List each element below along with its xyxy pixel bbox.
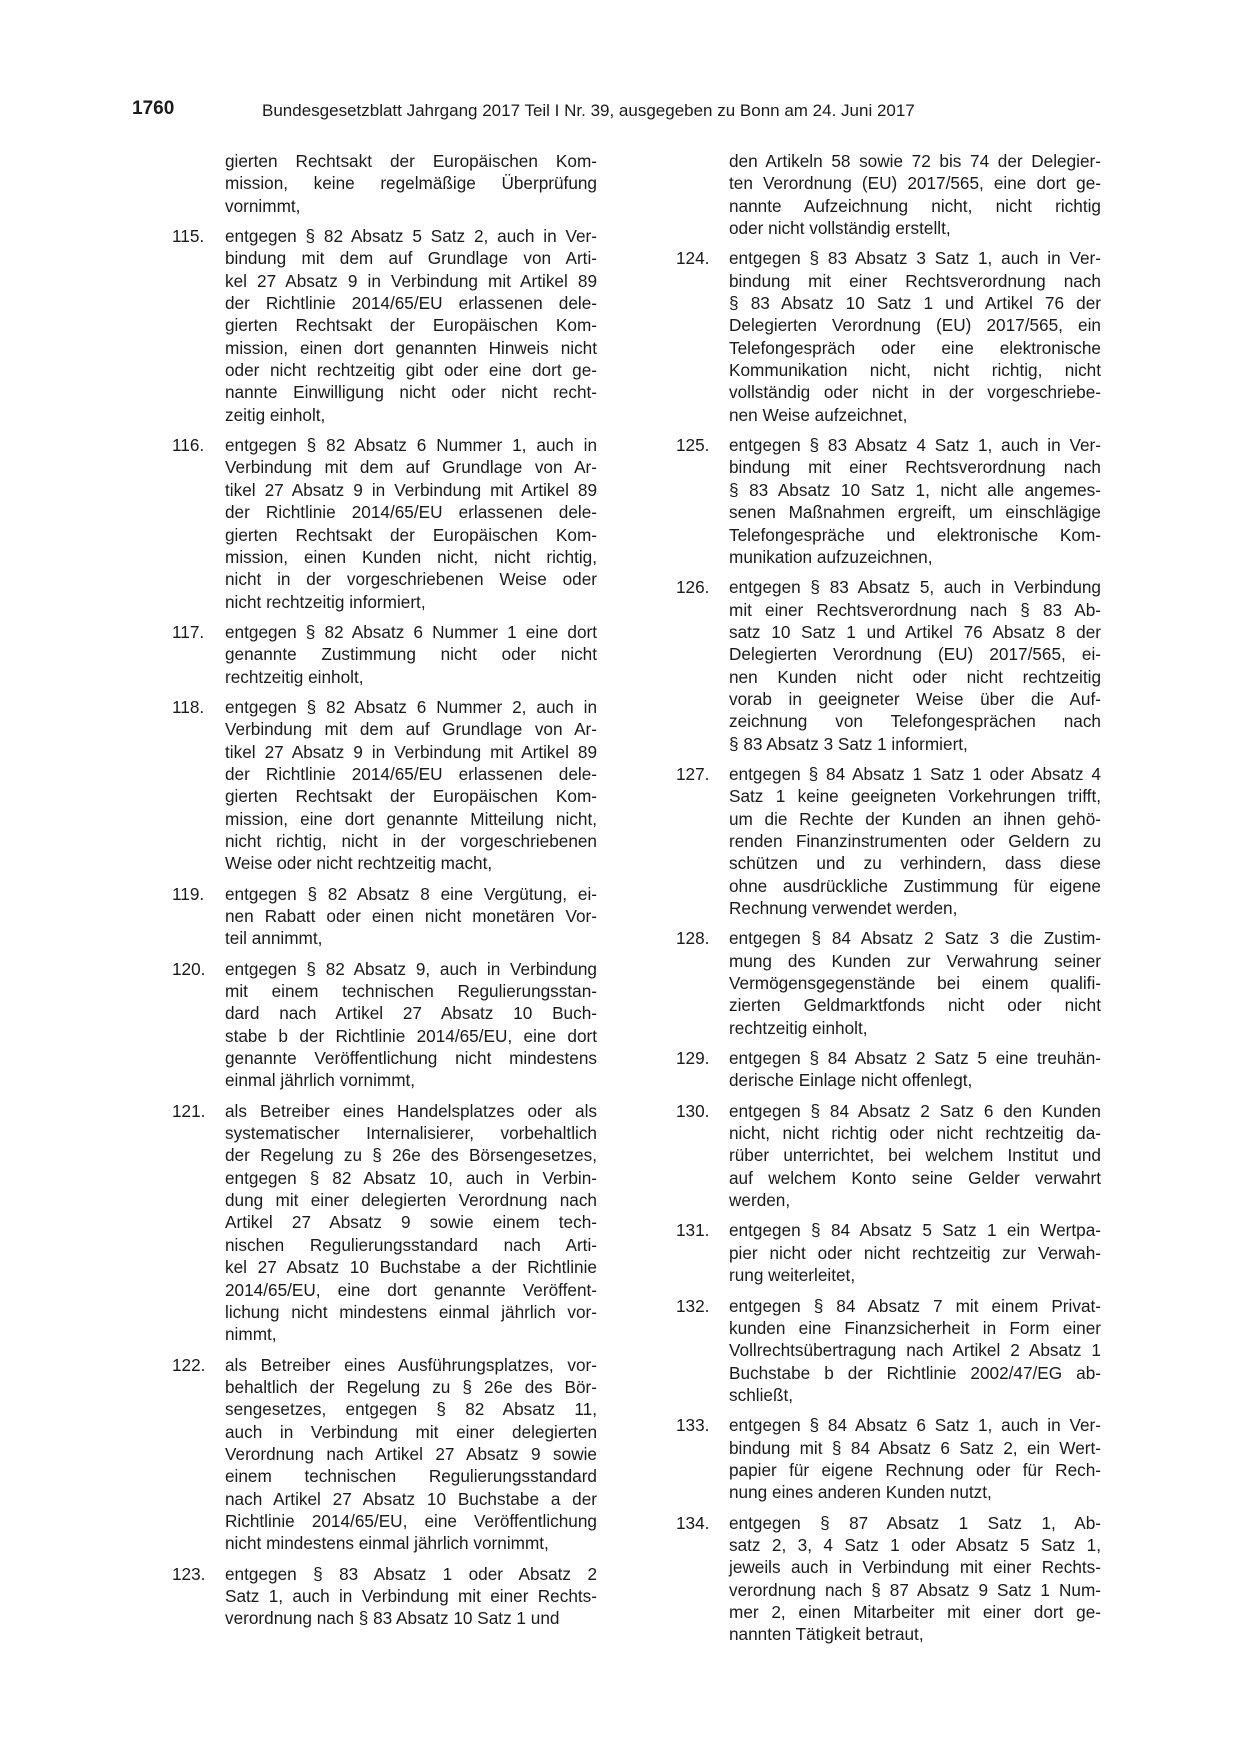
text-line: genannte Zustimmung nicht oder nicht — [225, 644, 597, 665]
item-text — [729, 1100, 1101, 1212]
item-number: 127. — [676, 763, 710, 784]
text-line: Rechnung verwendet werden, — [729, 898, 958, 918]
text-line: satz 10 Satz 1 und Artikel 76 Absatz 8 der — [729, 621, 1101, 642]
text-line: papier für eigene Rechnung oder für Rech- — [729, 1459, 1101, 1480]
left-column — [172, 150, 597, 1638]
text-line: satz 2, 3, 4 Satz 1 oder Absatz 5 Satz 1, — [729, 1534, 1101, 1555]
text-line: pier nicht oder nicht rechtzeitig zur Verwah- — [729, 1242, 1101, 1263]
list-item — [676, 247, 1101, 426]
item-text — [729, 1219, 1101, 1286]
list-item — [676, 576, 1101, 755]
text-line: entgegen § 82 Absatz 6 Nummer 1, auch in — [225, 435, 597, 456]
text-line: entgegen § 84 Absatz 5 Satz 1 ein Wertpa- — [729, 1220, 1101, 1241]
text-line: um die Rechte der Kunden an ihnen gehö- — [729, 808, 1101, 829]
text-line: vorab in geeigneter Weise über die Auf- — [729, 688, 1101, 709]
text-line: Buchstabe b der Richtlinie 2002/47/EG ab- — [729, 1362, 1101, 1383]
text-line: entgegen § 84 Absatz 2 Satz 5 eine treuhän- — [729, 1048, 1101, 1069]
text-line: entgegen § 84 Absatz 2 Satz 6 den Kunden — [729, 1100, 1101, 1121]
text-line: entgegen § 84 Absatz 7 mit einem Privat- — [729, 1295, 1101, 1316]
item-text — [729, 247, 1101, 426]
text-line: rung weiterleitet, — [729, 1265, 856, 1286]
item-number: 124. — [676, 248, 710, 269]
item-text — [729, 763, 1101, 919]
item-number: 133. — [676, 1415, 710, 1436]
text-line: oder nicht vollständig erstellt, — [729, 218, 951, 239]
text-line: mission, eine dort genannte Mitteilung nicht, — [225, 808, 597, 829]
text-line: schließt, — [729, 1384, 793, 1405]
text-line: mission, keine regelmäßige Überprüfung — [225, 173, 597, 194]
text-line: renden Finanzinstrumenten oder Geldern zu — [729, 830, 1101, 851]
text-line: nicht in der vorgeschriebenen Weise oder — [225, 569, 597, 590]
text-line: mit einem technischen Regulierungsstan- — [225, 981, 597, 1002]
text-line: vollständig oder nicht in der vorgeschriebe- — [729, 382, 1101, 403]
text-line: munikation aufzuzeichnen, — [729, 546, 933, 567]
text-line: entgegen § 82 Absatz 8 eine Vergütung, ei- — [225, 883, 597, 904]
item-number: 131. — [676, 1220, 710, 1241]
list-item — [676, 434, 1101, 568]
text-line: § 83 Absatz 10 Satz 1, nicht alle angemes- — [729, 479, 1101, 500]
text-line: teil annimmt, — [225, 928, 323, 949]
text-line: mission, einen Kunden nicht, nicht richtig, — [225, 546, 597, 567]
text-line: Kommunikation nicht, nicht richtig, nicht — [729, 360, 1101, 381]
text-line: gierten Rechtsakt der Europäischen Kom- — [225, 151, 597, 171]
text-line: entgegen § 87 Absatz 1 Satz 1, Ab- — [729, 1512, 1101, 1533]
text-line: genannte Veröffentlichung nicht mindestens — [225, 1048, 597, 1069]
item-number: 116. — [172, 435, 205, 456]
text-line: nicht, nicht richtig oder nicht rechtzeitig da- — [729, 1123, 1101, 1144]
text-line: Richtlinie 2014/65/EU, eine Veröffentlichung — [225, 1510, 597, 1531]
text-line: bindung mit dem auf Grundlage von Arti- — [225, 248, 597, 269]
text-line: entgegen § 83 Absatz 1 oder Absatz 2 — [225, 1563, 597, 1584]
item-text — [729, 150, 1101, 239]
text-line: mung des Kunden zur Verwahrung seiner — [729, 950, 1101, 971]
list-item — [172, 1354, 597, 1555]
text-line: § 83 Absatz 3 Satz 1 informiert, — [729, 733, 968, 754]
text-line: nen Kunden nicht oder nicht rechtzeitig — [729, 666, 1101, 687]
text-line: nen Rabatt oder einen nicht monetären Vor- — [225, 906, 597, 926]
text-line: ten Verordnung (EU) 2017/565, eine dort ge- — [729, 173, 1101, 194]
text-line: der Richtlinie 2014/65/EU erlassenen dele- — [225, 293, 597, 314]
item-text — [225, 696, 597, 875]
list-item — [172, 434, 597, 613]
text-line: 2014/65/EU, eine dort genannte Veröffent- — [225, 1279, 597, 1300]
text-line: Delegierten Verordnung (EU) 2017/565, ein — [729, 315, 1101, 336]
item-number: 129. — [676, 1048, 710, 1069]
item-text — [225, 883, 597, 950]
text-line: kel 27 Absatz 9 in Verbindung mit Artikel 89 — [225, 270, 597, 291]
item-number: 130. — [676, 1100, 710, 1121]
text-line: ohne ausdrückliche Zustimmung für eigene — [729, 875, 1101, 896]
right-column — [676, 150, 1101, 1654]
text-line: zeitig einholt, — [225, 404, 326, 425]
item-number: 121. — [172, 1100, 206, 1121]
item-text — [729, 1295, 1101, 1407]
text-line: zierten Geldmarktfonds nicht oder nicht — [729, 995, 1101, 1016]
text-line: der Regelung zu § 26e des Börsengesetzes, — [225, 1145, 597, 1166]
text-line: mission, einen dort genannten Hinweis nicht — [225, 337, 597, 358]
text-line: tikel 27 Absatz 9 in Verbindung mit Artikel 89 — [225, 479, 597, 500]
list-item — [172, 696, 597, 875]
item-number: 132. — [676, 1295, 710, 1316]
text-line: nischen Regulierungsstandard nach Arti- — [225, 1234, 597, 1255]
text-line: nimmt, — [225, 1324, 277, 1345]
item-number: 120. — [172, 958, 206, 979]
text-line: entgegen § 83 Absatz 3 Satz 1, auch in Ver- — [729, 248, 1101, 269]
text-line: mer 2, einen Mitarbeiter mit einer dort ge- — [729, 1601, 1101, 1622]
text-line: bindung mit einer Rechtsverordnung nach — [729, 457, 1101, 478]
text-line: auch in Verbindung mit einer delegierten — [225, 1421, 597, 1442]
text-line: dung mit einer delegierten Verordnung nach — [225, 1190, 597, 1211]
text-line: stabe b der Richtlinie 2014/65/EU, eine dort — [225, 1025, 597, 1046]
text-line: Artikel 27 Absatz 9 sowie einem tech- — [225, 1212, 597, 1233]
text-line: nicht mindestens einmal jährlich vornimmt, — [225, 1533, 549, 1554]
text-line: gierten Rechtsakt der Europäischen Kom- — [225, 315, 597, 336]
text-line: entgegen § 82 Absatz 6 Nummer 2, auch in — [225, 696, 597, 717]
list-item — [172, 1100, 597, 1346]
text-line: gierten Rechtsakt der Europäischen Kom- — [225, 786, 597, 807]
text-line: sengesetzes, entgegen § 82 Absatz 11, — [225, 1399, 597, 1420]
item-text — [225, 1563, 597, 1630]
text-line: Weise oder nicht rechtzeitig macht, — [225, 853, 493, 874]
text-line: bindung mit § 84 Absatz 6 Satz 2, ein Wert- — [729, 1437, 1101, 1458]
text-line: nung eines anderen Kunden nutzt, — [729, 1482, 992, 1503]
list-item — [676, 1047, 1101, 1092]
text-line: entgegen § 84 Absatz 2 Satz 3 die Zustim- — [729, 928, 1101, 949]
text-line: rechtzeitig einholt, — [225, 666, 364, 687]
text-line: rechtzeitig einholt, — [729, 1017, 868, 1038]
text-line: verordnung nach § 87 Absatz 9 Satz 1 Num- — [729, 1579, 1101, 1600]
text-line: Verbindung mit dem auf Grundlage von Ar- — [225, 457, 597, 478]
list-item-continuation — [676, 150, 1101, 239]
text-line: derische Einlage nicht offenlegt, — [729, 1070, 973, 1091]
item-number: 126. — [676, 577, 710, 598]
text-line: nannte Einwilligung nicht oder nicht recht- — [225, 382, 597, 403]
item-text — [225, 150, 597, 217]
text-line: Vollrechtsübertragung nach Artikel 2 Absatz 1 — [729, 1340, 1101, 1361]
item-text — [729, 1047, 1101, 1092]
text-line: einem technischen Regulierungsstandard — [225, 1466, 597, 1487]
text-line: auf welchem Konto seine Gelder verwahrt — [729, 1167, 1101, 1188]
text-line: mit einer Rechtsverordnung nach § 83 Ab- — [729, 599, 1101, 620]
text-line: tikel 27 Absatz 9 in Verbindung mit Artikel 89 — [225, 741, 597, 762]
text-line: schützen und zu verhindern, dass diese — [729, 853, 1101, 874]
item-number: 115. — [172, 226, 205, 247]
item-text — [225, 225, 597, 426]
item-number: 119. — [172, 883, 205, 904]
item-text — [225, 958, 597, 1092]
item-number: 128. — [676, 928, 710, 949]
text-line: entgegen § 84 Absatz 6 Satz 1, auch in Ver- — [729, 1415, 1101, 1436]
text-line: rüber unterrichtet, bei welchem Institut und — [729, 1145, 1101, 1166]
page-number: 1760 — [132, 98, 175, 119]
text-line: Verordnung nach Artikel 27 Absatz 9 sowie — [225, 1443, 597, 1464]
text-line: entgegen § 82 Absatz 5 Satz 2, auch in Ver- — [225, 226, 597, 247]
list-item — [172, 883, 597, 950]
list-item-continuation — [172, 150, 597, 217]
text-line: nannten Tätigkeit betraut, — [729, 1624, 924, 1645]
list-item — [676, 927, 1101, 1039]
item-text — [729, 434, 1101, 568]
item-text — [729, 927, 1101, 1039]
text-line: § 83 Absatz 10 Satz 1 und Artikel 76 der — [729, 293, 1101, 314]
text-line: Satz 1, auch in Verbindung mit einer Rechts- — [225, 1585, 597, 1606]
text-line: entgegen § 84 Absatz 1 Satz 1 oder Absatz 4 — [729, 763, 1101, 784]
text-line: gierten Rechtsakt der Europäischen Kom- — [225, 524, 597, 545]
text-line: als Betreiber eines Handelsplatzes oder als — [225, 1100, 597, 1121]
text-line: als Betreiber eines Ausführungsplatzes, vor- — [225, 1354, 597, 1375]
text-line: der Richtlinie 2014/65/EU erlassenen dele- — [225, 502, 597, 523]
text-line: entgegen § 82 Absatz 9, auch in Verbindung — [225, 958, 597, 979]
list-item — [676, 1512, 1101, 1646]
text-line: nannte Aufzeichnung nicht, nicht richtig — [729, 195, 1101, 216]
text-line: der Richtlinie 2014/65/EU erlassenen dele- — [225, 763, 597, 784]
text-line: entgegen § 83 Absatz 4 Satz 1, auch in Ver- — [729, 435, 1101, 456]
item-number: 123. — [172, 1563, 206, 1584]
list-item — [172, 621, 597, 688]
list-item — [676, 1295, 1101, 1407]
item-text — [225, 1100, 597, 1346]
text-line: entgegen § 83 Absatz 5, auch in Verbindung — [729, 577, 1101, 598]
list-item — [172, 225, 597, 426]
text-line: vornimmt, — [225, 195, 301, 216]
text-line: einmal jährlich vornimmt, — [225, 1070, 416, 1091]
text-line: senen Maßnahmen ergreift, um einschlägige — [729, 502, 1101, 523]
list-item — [172, 958, 597, 1092]
text-line: lichung nicht mindestens einmal jährlich vor- — [225, 1301, 597, 1322]
text-line: Satz 1 keine geeigneten Vorkehrungen trifft, — [729, 786, 1101, 807]
text-line: nen Weise aufzeichnet, — [729, 404, 908, 425]
item-number: 125. — [676, 435, 710, 456]
text-line: Delegierten Verordnung (EU) 2017/565, ei- — [729, 644, 1101, 665]
item-text — [729, 576, 1101, 755]
list-item — [676, 763, 1101, 919]
list-item — [676, 1414, 1101, 1503]
text-line: jeweils auch in Verbindung mit einer Rechts- — [729, 1557, 1101, 1578]
item-text — [729, 1414, 1101, 1503]
text-line: behaltlich der Regelung zu § 26e des Bör- — [225, 1376, 597, 1397]
list-item — [676, 1219, 1101, 1286]
list-item — [676, 1100, 1101, 1212]
item-number: 118. — [172, 696, 205, 717]
text-line: nicht rechtzeitig informiert, — [225, 591, 426, 612]
item-text — [225, 1354, 597, 1555]
text-line: kel 27 Absatz 10 Buchstabe a der Richtlinie — [225, 1257, 597, 1278]
text-line: bindung mit einer Rechtsverordnung nach — [729, 270, 1101, 291]
text-line: entgegen § 82 Absatz 10, auch in Verbin- — [225, 1167, 597, 1188]
text-line: Vermögensgegenstände bei einem qualifi- — [729, 973, 1101, 994]
item-number: 117. — [172, 621, 205, 642]
text-line: kunden eine Finanzsicherheit in Form einer — [729, 1317, 1101, 1338]
text-line: Telefongespräch oder eine elektronische — [729, 337, 1101, 358]
text-line: nach Artikel 27 Absatz 10 Buchstabe a der — [225, 1488, 597, 1509]
text-line: oder nicht rechtzeitig gibt oder eine dort ge- — [225, 360, 597, 381]
text-line: Verbindung mit dem auf Grundlage von Ar- — [225, 719, 597, 740]
item-text — [729, 1512, 1101, 1646]
text-line: zeichnung von Telefongesprächen nach — [729, 711, 1101, 732]
item-text — [225, 621, 597, 688]
running-header: Bundesgesetzblatt Jahrgang 2017 Teil I Nr. 39, ausgegeben zu Bonn am 24. Juni 2017 — [262, 101, 915, 120]
text-line: Telefongespräche und elektronische Kom- — [729, 524, 1101, 545]
text-line: den Artikeln 58 sowie 72 bis 74 der Delegier- — [729, 151, 1101, 171]
text-line: werden, — [729, 1190, 791, 1211]
list-item — [172, 1563, 597, 1630]
item-number: 122. — [172, 1354, 206, 1375]
item-text — [225, 434, 597, 613]
text-line: systematischer Internalisierer, vorbehaltlich — [225, 1123, 597, 1144]
text-line: entgegen § 82 Absatz 6 Nummer 1 eine dort — [225, 621, 597, 642]
item-number: 134. — [676, 1512, 710, 1533]
text-line: nicht richtig, nicht in der vorgeschriebenen — [225, 830, 597, 851]
text-line: dard nach Artikel 27 Absatz 10 Buch- — [225, 1003, 597, 1024]
text-line: verordnung nach § 83 Absatz 10 Satz 1 und — [225, 1608, 560, 1629]
